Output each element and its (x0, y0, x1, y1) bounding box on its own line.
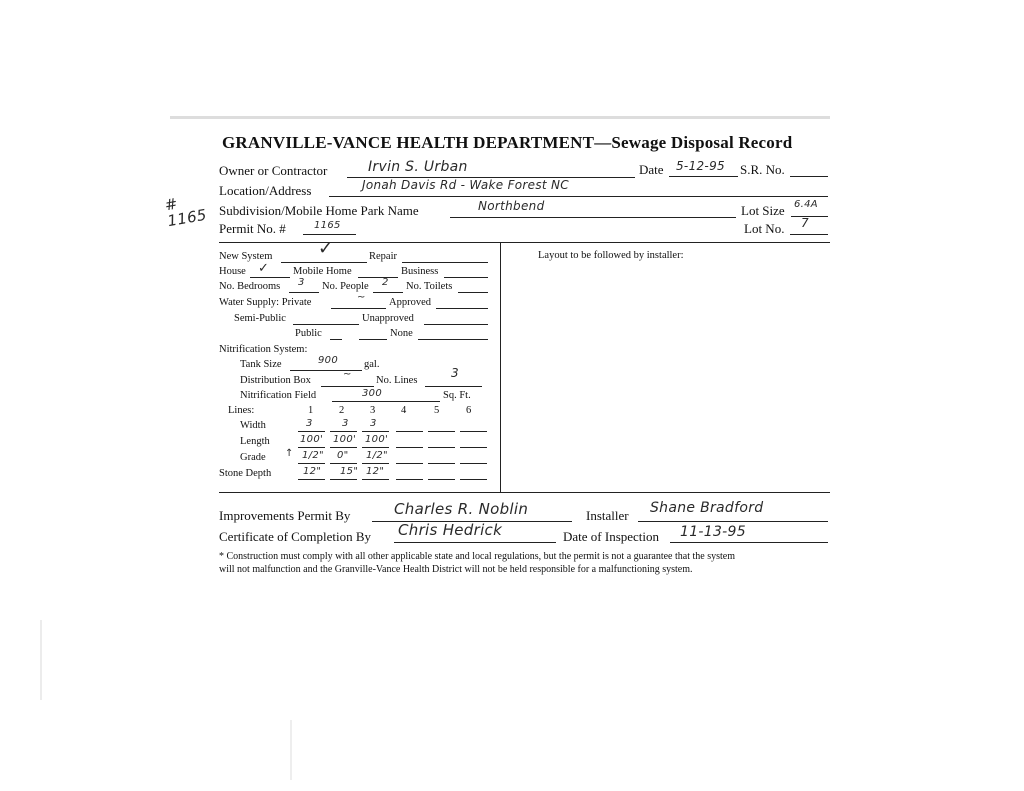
none-prefix-underline (359, 339, 387, 340)
public-label: Public (295, 328, 322, 339)
length-cell-2 (330, 447, 357, 448)
lot-size-value: 6.4A (794, 199, 818, 210)
field-value: 300 (362, 388, 382, 399)
grade-cell-1 (298, 463, 325, 464)
private-mark: ~ (357, 292, 366, 303)
approved-label: Approved (389, 297, 431, 308)
public-underline (330, 339, 342, 340)
field-underline (332, 401, 440, 402)
water-supply-label: Water Supply: Private (219, 297, 312, 308)
lines-label: Lines: (228, 405, 255, 416)
grade-label: Grade (240, 452, 266, 463)
house-label: House (219, 266, 246, 277)
line-number-3: 3 (370, 405, 376, 416)
inspection-value: 11-13-95 (680, 524, 746, 540)
owner-value: Irvin S. Urban (368, 159, 468, 175)
no-lines-underline (425, 386, 482, 387)
length-value-3: 100' (365, 434, 389, 445)
width-cell-6 (460, 431, 487, 432)
stone-cell-6 (460, 479, 487, 480)
grade-value-3: 1/2" (366, 450, 388, 461)
location-underline (329, 196, 828, 197)
location-value: Jonah Davis Rd - Wake Forest NC (362, 178, 569, 192)
new-system-check: ✓ (318, 238, 334, 259)
box-bottom-border (219, 492, 830, 493)
installer-label: Installer (586, 508, 629, 523)
house-underline (250, 277, 290, 278)
stone-cell-1 (298, 479, 325, 480)
installer-signature: Shane Bradford (650, 500, 764, 516)
new-system-label: New System (219, 251, 273, 262)
inspection-label: Date of Inspection (563, 529, 660, 544)
stone-cell-2 (330, 479, 357, 480)
length-value-1: 100' (300, 434, 324, 445)
stone-cell-4 (396, 479, 423, 480)
none-label: None (390, 328, 413, 339)
grade-value-2: 0" (337, 450, 349, 461)
bedrooms-value: 3 (298, 277, 305, 288)
line-number-6: 6 (466, 405, 472, 416)
length-cell-6 (460, 447, 487, 448)
business-label: Business (401, 266, 439, 277)
stone-value-1: 12" (303, 466, 322, 477)
unapproved-underline (424, 324, 488, 325)
dist-box-underline (321, 386, 374, 387)
scan-artifact (170, 116, 830, 119)
box-divider (500, 242, 501, 492)
improvements-signature: Charles R. Noblin (394, 500, 529, 518)
field-label: Nitrification Field (240, 390, 317, 401)
box-top-border (219, 242, 830, 243)
scan-artifact (40, 620, 42, 700)
disclaimer-line-2: will not malfunction and the Granville-Vance Health District will not be held responsible for a malfunctioning system. (219, 564, 693, 575)
length-cell-3 (362, 447, 389, 448)
semi-public-underline (293, 324, 359, 325)
width-cell-3 (362, 431, 389, 432)
disclaimer-line-1: * Construction must comply with all other applicable state and local regulations, but the permit is not a guarantee that the system (219, 551, 735, 562)
subdivision-underline (450, 217, 736, 218)
certificate-label: Certificate of Completion By (219, 529, 371, 544)
people-label: No. People (322, 281, 369, 292)
certificate-underline (394, 542, 556, 543)
scan-artifact (290, 720, 292, 780)
new-system-underline (281, 262, 367, 263)
width-value-2: 3 (342, 418, 349, 429)
inspection-underline (670, 542, 828, 543)
length-label: Length (240, 436, 270, 447)
line-number-2: 2 (339, 405, 345, 416)
grade-value-1: 1/2" (302, 450, 324, 461)
gal-label: gal. (364, 359, 380, 370)
width-cell-1 (298, 431, 325, 432)
mobile-home-underline (358, 277, 398, 278)
line-number-5: 5 (434, 405, 440, 416)
toilets-underline (458, 292, 488, 293)
date-label: Date (639, 162, 664, 177)
sr-label: S.R. No. (740, 162, 785, 177)
people-value: 2 (382, 277, 389, 288)
semi-public-label: Semi-Public (234, 313, 286, 324)
line-number-1: 1 (308, 405, 314, 416)
length-cell-1 (298, 447, 325, 448)
grade-cell-4 (396, 463, 423, 464)
no-lines-label: No. Lines (376, 375, 418, 386)
grade-cell-5 (428, 463, 455, 464)
line-number-4: 4 (401, 405, 407, 416)
none-underline (418, 339, 488, 340)
lot-size-label: Lot Size (741, 203, 785, 218)
width-cell-2 (330, 431, 357, 432)
length-cell-5 (428, 447, 455, 448)
dist-box-label: Distribution Box (240, 375, 311, 386)
approved-underline (436, 308, 488, 309)
improvements-label: Improvements Permit By (219, 508, 351, 523)
lot-no-underline (790, 234, 828, 235)
permit-label: Permit No. # (219, 221, 286, 236)
toilets-label: No. Toilets (406, 281, 453, 292)
width-value-1: 3 (306, 418, 313, 429)
tank-size-value: 900 (318, 355, 338, 366)
tank-size-label: Tank Size (240, 359, 282, 370)
repair-label: Repair (369, 251, 397, 262)
certificate-signature: Chris Hedrick (398, 521, 503, 539)
installer-underline (638, 521, 828, 522)
subdivision-label: Subdivision/Mobile Home Park Name (219, 203, 419, 218)
permit-underline (303, 234, 356, 235)
private-underline (331, 308, 386, 309)
location-label: Location/Address (219, 183, 312, 198)
length-cell-4 (396, 447, 423, 448)
grade-cell-3 (362, 463, 389, 464)
grade-cell-6 (460, 463, 487, 464)
sr-underline (790, 176, 828, 177)
width-value-3: 3 (370, 418, 377, 429)
people-underline (373, 292, 403, 293)
length-value-2: 100' (333, 434, 357, 445)
permit-value: 1165 (314, 220, 341, 231)
repair-underline (402, 262, 488, 263)
grade-arrow-icon: ↑ (285, 448, 294, 459)
owner-label: Owner or Contractor (219, 163, 328, 178)
stone-value-2: 15" (340, 466, 359, 477)
stone-value-3: 12" (366, 466, 385, 477)
grade-cell-2 (330, 463, 357, 464)
stone-cell-5 (428, 479, 455, 480)
bedrooms-label: No. Bedrooms (219, 281, 281, 292)
date-value: 5-12-95 (676, 159, 725, 173)
width-cell-5 (428, 431, 455, 432)
stone-cell-3 (362, 479, 389, 480)
date-underline (669, 176, 738, 177)
margin-note: # 1165 (163, 194, 209, 231)
dist-box-mark: ~ (343, 369, 352, 380)
stone-depth-label: Stone Depth (219, 468, 272, 479)
lot-no-value: 7 (801, 216, 809, 230)
subdivision-value: Northbend (478, 199, 545, 213)
house-check: ✓ (258, 261, 270, 276)
width-cell-4 (396, 431, 423, 432)
form-title: GRANVILLE-VANCE HEALTH DEPARTMENT—Sewage Disposal Record (222, 133, 793, 152)
nitrification-label: Nitrification System: (219, 344, 308, 355)
no-lines-value: 3 (451, 366, 459, 380)
business-underline (444, 277, 488, 278)
unapproved-label: Unapproved (362, 313, 414, 324)
lot-size-underline (791, 216, 828, 217)
bedrooms-underline (289, 292, 319, 293)
layout-label: Layout to be followed by installer: (538, 250, 684, 261)
sqft-label: Sq. Ft. (443, 390, 471, 401)
lot-no-label: Lot No. (744, 221, 785, 236)
mobile-home-label: Mobile Home (293, 266, 352, 277)
width-label: Width (240, 420, 266, 431)
